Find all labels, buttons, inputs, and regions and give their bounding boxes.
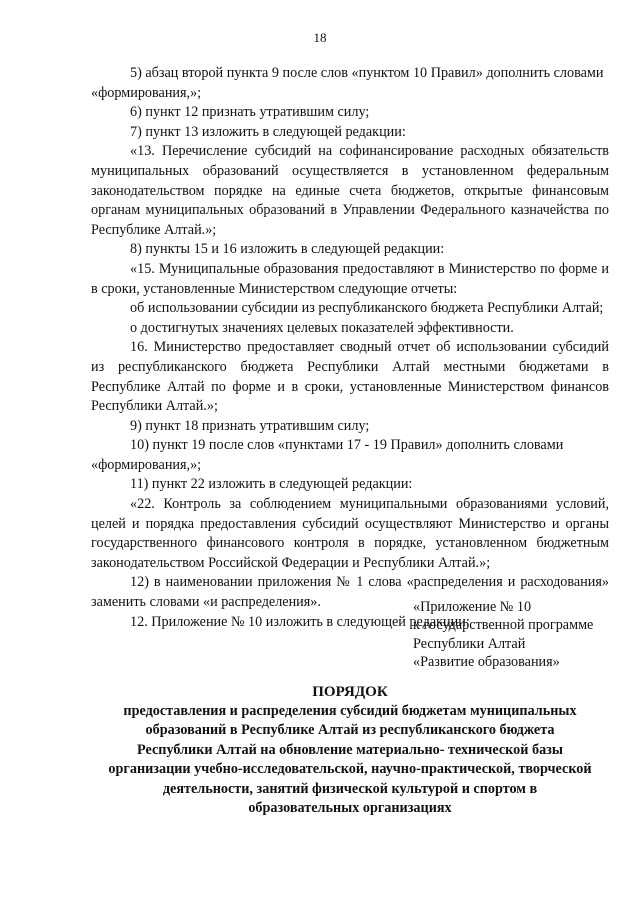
paragraph-item-12-rename: 12) в наименовании приложения № 1 слова «распределения и расходования» заменить словами «и распределения». [91, 574, 609, 611]
paragraph-point-12: 12. Приложение № 10 изложить в следующей редакции: [130, 613, 470, 630]
paragraph-quote-15: «15. Муниципальные образования предоставляют в Министерство по форме и в сроки, установленные Министерством следующие отчеты: [91, 260, 609, 297]
appendix-note-line: Республики Алтай [413, 635, 526, 652]
order-subtitle [85, 702, 615, 818]
paragraph-item-10: 10) пункт 19 после слов «пунктами 17 - 19 Правил» дополнить словами «формирования,»; [91, 437, 564, 473]
paragraph-item-6: 6) пункт 12 признать утратившим силу; [130, 104, 370, 121]
paragraph-item-8: 8) пункты 15 и 16 изложить в следующей редакции: [130, 241, 445, 258]
order-subtitle-line: организации учебно-исследовательской, научно-практической, творческой [108, 761, 592, 778]
order-subtitle-line: предоставления и распределения субсидий бюджетам муниципальных [123, 703, 577, 719]
appendix-note-line: «Развитие образования» [413, 654, 560, 671]
page-number: 18 [313, 30, 327, 45]
document-body [91, 64, 609, 632]
appendix-note-line: к государственной программе [413, 617, 594, 634]
paragraph-item-9: 9) пункт 18 признать утратившим силу; [130, 417, 370, 434]
order-subtitle-line: образований в Республике Алтай из республиканского бюджета [145, 722, 555, 739]
paragraph-item-7: 7) пункт 13 изложить в следующей редакции: [130, 123, 406, 140]
order-subtitle-line: деятельности, занятий физической культурой и спортом в [162, 780, 538, 797]
order-subtitle-line: образовательных организациях [248, 800, 452, 817]
appendix-note-line: «Приложение № 10 [413, 599, 532, 615]
paragraph-item-5: 5) абзац второй пункта 9 после слов «пунктом 10 Правил» дополнить словами «формирования,»; [91, 65, 604, 101]
paragraph-report-targets: о достигнутых значениях целевых показателей эффективности. [130, 319, 514, 336]
paragraph-quote-22: «22. Контроль за соблюдением муниципальными образованиями условий, целей и порядка предоставления субсидий осуществляют Министерство и органы государственного финансового контроля в порядке, установленном бюджетным законодательством Российской Федерации и Республики Алтай.»; [91, 496, 609, 571]
paragraph-report-usage: об использовании субсидии из республиканского бюджета Республики Алтай; [130, 300, 604, 317]
paragraph-quote-13: «13. Перечисление субсидий на софинансирование расходных обязательств муниципальных образований осуществляется в установленном федеральным законодательством порядке на единые счета бюджетов, открытые финансовым органам муниципальных образований в Управлении Федерального казначейства по Республике Алтай.»; [91, 143, 609, 238]
paragraph-item-11: 11) пункт 22 изложить в следующей редакции: [130, 476, 413, 493]
order-title-block [85, 682, 615, 818]
appendix-note [413, 598, 623, 672]
paragraph-quote-16: 16. Министерство предоставляет сводный отчет об использовании субсидий из республиканского бюджета Республики Алтай местными бюджетами в Республике Алтай по форме и в сроки, установленные Министерством финансов Республики Алтай.»; [91, 339, 609, 415]
order-subtitle-line: Республики Алтай на обновление материально- технической базы [137, 741, 563, 758]
order-title: ПОРЯДОК [312, 684, 388, 700]
